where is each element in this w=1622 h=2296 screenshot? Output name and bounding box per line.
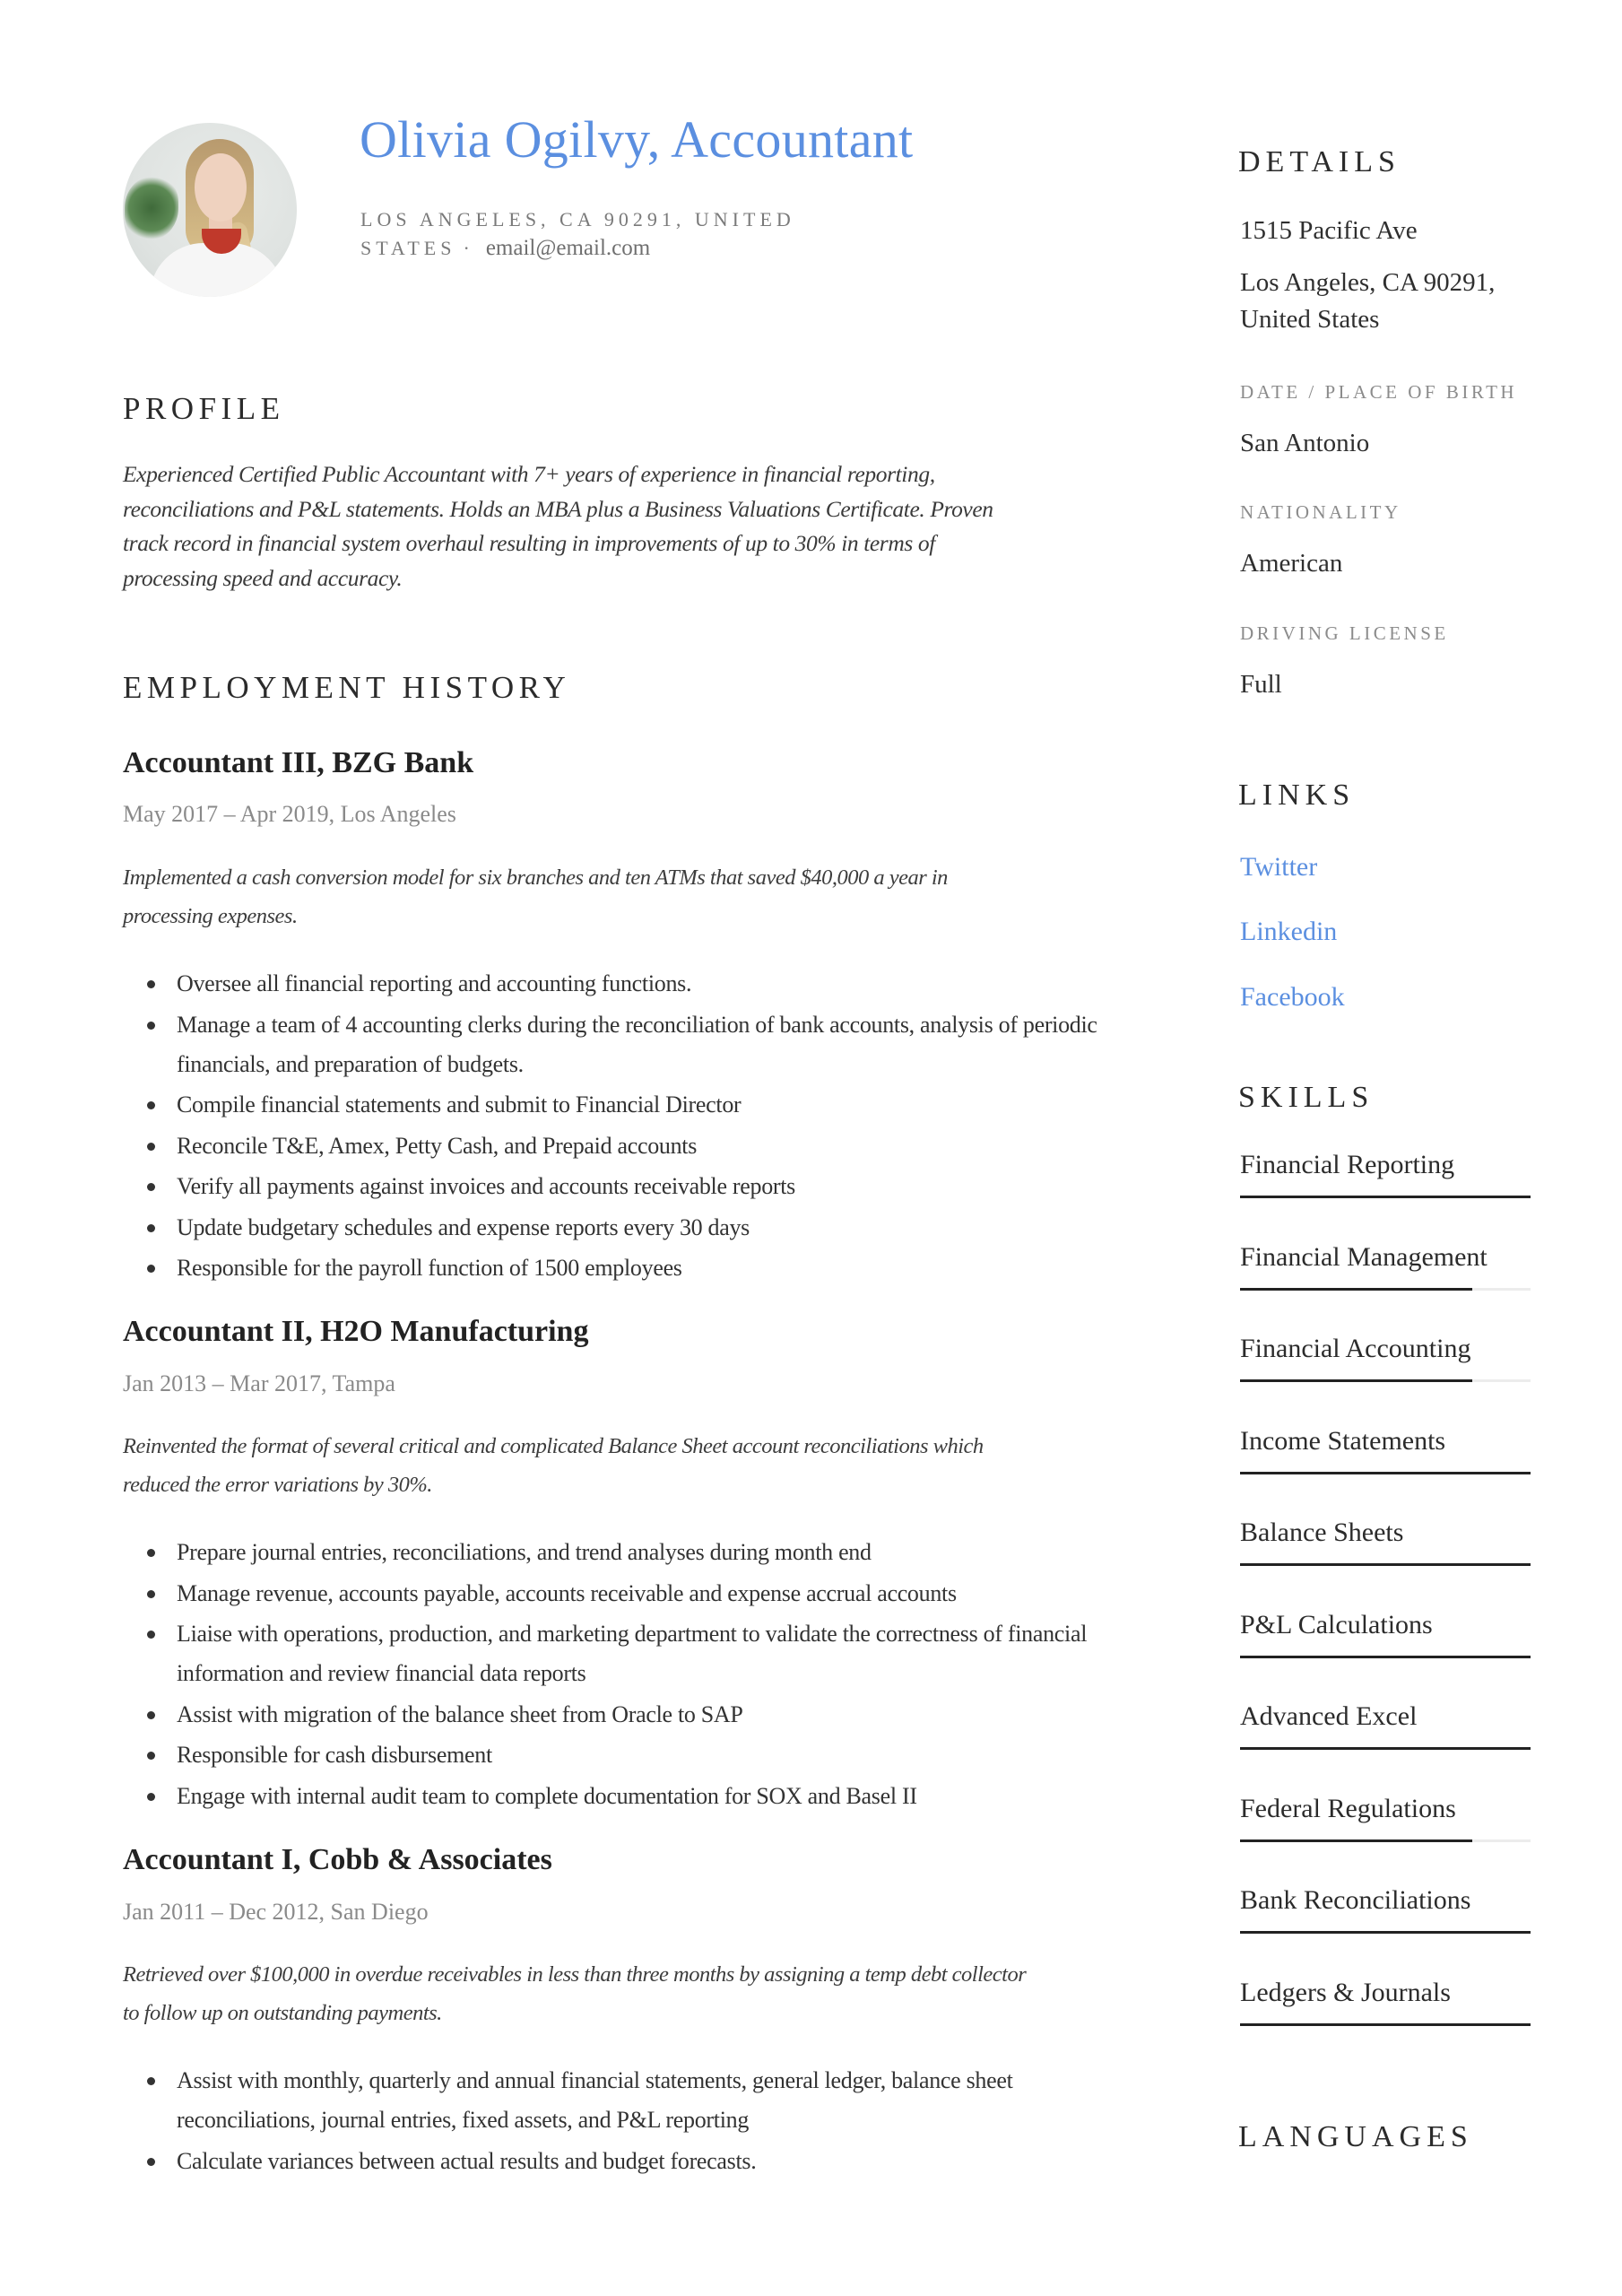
list-item xyxy=(123,1085,1109,1125)
bullet-icon xyxy=(147,1590,155,1598)
list-item xyxy=(123,1614,1109,1693)
list-item xyxy=(123,1695,1109,1735)
linkedin-link[interactable]: Linkedin xyxy=(1240,917,1338,946)
list-item-text: Engage with internal audit team to complete documentation for SOX and Basel II xyxy=(177,1782,917,1809)
list-item xyxy=(123,1005,1109,1084)
skill-name: Federal Regulations xyxy=(1240,1793,1456,1823)
job-bullets xyxy=(123,1533,1109,1817)
birth-label: DATE / PLACE OF BIRTH xyxy=(1240,381,1518,403)
nationality-value: American xyxy=(1240,549,1343,578)
languages-heading: LANGUAGES xyxy=(1238,2120,1473,2153)
bullet-icon xyxy=(147,1549,155,1557)
skill-level-fill xyxy=(1240,1656,1531,1658)
skill-level-fill xyxy=(1240,1196,1531,1198)
license-value: Full xyxy=(1240,670,1282,699)
job-description-line: processing expenses. xyxy=(123,904,298,928)
bullet-icon xyxy=(147,1793,155,1801)
list-item-text: Assist with monthly, quarterly and annual financial statements, general ledger, balance sheet reconciliations, journal entries, fixed assets, and P&L reporting xyxy=(177,2067,1013,2133)
profile-line: track record in financial system overhaul resulting in improvements of up to 30% in terms of xyxy=(123,530,935,556)
list-item xyxy=(123,1533,1109,1572)
skill-level-bar xyxy=(1240,1196,1531,1198)
skills-heading: SKILLS xyxy=(1238,1081,1375,1114)
details-country: United States xyxy=(1240,305,1380,334)
skill-name: Balance Sheets xyxy=(1240,1518,1404,1547)
job-description xyxy=(123,1427,1118,1504)
skill-name: Ledgers & Journals xyxy=(1240,1977,1451,2007)
skill-name: Financial Management xyxy=(1240,1241,1488,1272)
skill-name: P&L Calculations xyxy=(1240,1609,1433,1639)
list-item-text: Calculate variances between actual results and budget forecasts. xyxy=(177,2147,757,2174)
header-address-country: STATES xyxy=(360,237,456,259)
skill-level-fill xyxy=(1240,1288,1472,1291)
license-label: DRIVING LICENSE xyxy=(1240,622,1449,644)
header-address-line2 xyxy=(360,236,650,261)
twitter-link[interactable]: Twitter xyxy=(1240,852,1318,882)
bullet-icon xyxy=(147,2158,155,2166)
skill-level-bar xyxy=(1240,1472,1531,1474)
profile-line: Experienced Certified Public Accountant with 7+ years of experience in financial reporting, xyxy=(123,461,935,487)
employment-heading: EMPLOYMENT HISTORY xyxy=(123,670,571,705)
job-bullets xyxy=(123,964,1109,1290)
candidate-name: Olivia Ogilvy, Accountant xyxy=(360,110,914,169)
list-item xyxy=(123,1208,1109,1248)
list-item-text: Oversee all financial reporting and accounting functions. xyxy=(177,970,692,996)
details-heading: DETAILS xyxy=(1238,145,1401,178)
bullet-icon xyxy=(147,1183,155,1191)
skill-level-bar xyxy=(1240,1839,1531,1842)
skill-level-fill xyxy=(1240,1379,1472,1382)
list-item xyxy=(123,964,1109,1004)
list-item xyxy=(123,1126,1109,1166)
bullet-icon xyxy=(147,1022,155,1030)
header-address-line1: LOS ANGELES, CA 90291, UNITED xyxy=(360,208,795,230)
job-title: Accountant II, H2O Manufacturing xyxy=(123,1315,589,1348)
skill-name: Financial Reporting xyxy=(1240,1150,1455,1179)
job-title: Accountant III, BZG Bank xyxy=(123,746,474,779)
list-item-text: Liaise with operations, production, and marketing department to validate the correctness of financial information and review financial data reports xyxy=(177,1621,1088,1686)
details-city: Los Angeles, CA 90291, xyxy=(1240,268,1496,297)
photo-face-shape xyxy=(195,153,247,222)
separator-dot: · xyxy=(463,237,470,259)
list-item-text: Assist with migration of the balance sheet from Oracle to SAP xyxy=(177,1700,743,1727)
header-email-link[interactable]: email@email.com xyxy=(485,236,651,260)
nationality-label: NATIONALITY xyxy=(1240,501,1401,523)
list-item-text: Responsible for the payroll function of 1500 employees xyxy=(177,1255,682,1281)
bullet-icon xyxy=(147,1101,155,1109)
skill-name: Advanced Excel xyxy=(1240,1701,1418,1731)
skill-level-bar xyxy=(1240,1288,1531,1291)
profile-line: reconciliations and P&L statements. Holds an MBA plus a Business Valuations Certificate. Proven xyxy=(123,495,993,522)
skill-level-fill xyxy=(1240,1472,1531,1474)
skill-level-bar xyxy=(1240,1563,1531,1566)
bullet-icon xyxy=(147,1631,155,1639)
list-item xyxy=(123,2061,1109,2140)
profile-photo xyxy=(123,123,297,297)
skill-level-fill xyxy=(1240,1747,1531,1750)
birth-value: San Antonio xyxy=(1240,429,1370,457)
list-item-text: Manage revenue, accounts payable, accounts receivable and expense accrual accounts xyxy=(177,1579,957,1606)
list-item-text: Update budgetary schedules and expense reports every 30 days xyxy=(177,1213,750,1240)
list-item xyxy=(123,1167,1109,1206)
list-item-text: Reconcile T&E, Amex, Petty Cash, and Prepaid accounts xyxy=(177,1132,698,1159)
bullet-icon xyxy=(147,980,155,988)
job-title: Accountant I, Cobb & Associates xyxy=(123,1843,552,1876)
skill-level-fill xyxy=(1240,2023,1531,2026)
job-description-line: reduced the error variations by 30%. xyxy=(123,1473,432,1497)
skill-name: Income Statements xyxy=(1240,1425,1446,1456)
job-description-line: Retrieved over $100,000 in overdue receivables in less than three months by assigning a temp debt collector xyxy=(123,1962,1027,1987)
job-description-line: to follow up on outstanding payments. xyxy=(123,2001,442,2025)
job-dates: Jan 2011 – Dec 2012, San Diego xyxy=(123,1899,429,1925)
skill-level-fill xyxy=(1240,1563,1531,1566)
profile-heading: PROFILE xyxy=(123,391,285,426)
list-item xyxy=(123,2142,1109,2181)
profile-line: processing speed and accuracy. xyxy=(123,564,403,591)
skill-level-bar xyxy=(1240,1656,1531,1658)
job-description-line: Implemented a cash conversion model for six branches and ten ATMs that saved $40,000 a year in xyxy=(123,865,948,890)
skill-level-fill xyxy=(1240,1931,1531,1934)
list-item-text: Manage a team of 4 accounting clerks during the reconciliation of bank accounts, analysis of periodic financials, and preparation of budgets. xyxy=(177,1011,1097,1077)
job-dates: May 2017 – Apr 2019, Los Angeles xyxy=(123,801,456,827)
facebook-link[interactable]: Facebook xyxy=(1240,982,1345,1012)
list-item xyxy=(123,1735,1109,1775)
bullet-icon xyxy=(147,1265,155,1273)
skill-level-bar xyxy=(1240,1379,1531,1382)
list-item xyxy=(123,1777,1109,1816)
skill-level-fill xyxy=(1240,1839,1472,1842)
skill-level-bar xyxy=(1240,2023,1531,2026)
job-description-line: Reinvented the format of several critical and complicated Balance Sheet account reconciliations which xyxy=(123,1434,984,1458)
links-heading: LINKS xyxy=(1238,778,1356,812)
skill-name: Financial Accounting xyxy=(1240,1334,1471,1363)
bullet-icon xyxy=(147,1224,155,1232)
bullet-icon xyxy=(147,2077,155,2085)
list-item-text: Verify all payments against invoices and accounts receivable reports xyxy=(177,1173,796,1199)
list-item-text: Compile financial statements and submit to Financial Director xyxy=(177,1091,742,1118)
bullet-icon xyxy=(147,1711,155,1719)
bullet-icon xyxy=(147,1752,155,1760)
job-bullets xyxy=(123,2061,1109,2182)
photo-plant-shape xyxy=(125,177,178,239)
skill-level-bar xyxy=(1240,1747,1531,1750)
job-description xyxy=(123,858,1118,935)
job-description xyxy=(123,1955,1118,2032)
job-dates: Jan 2013 – Mar 2017, Tampa xyxy=(123,1370,395,1396)
skill-name: Bank Reconciliations xyxy=(1240,1885,1471,1915)
profile-summary xyxy=(123,457,1118,596)
list-item-text: Prepare journal entries, reconciliations, and trend analyses during month end xyxy=(177,1539,872,1565)
list-item xyxy=(123,1574,1109,1613)
list-item-text: Responsible for cash disbursement xyxy=(177,1742,492,1768)
bullet-icon xyxy=(147,1143,155,1151)
list-item xyxy=(123,1248,1109,1288)
details-street: 1515 Pacific Ave xyxy=(1240,216,1418,245)
skill-level-bar xyxy=(1240,1931,1531,1934)
